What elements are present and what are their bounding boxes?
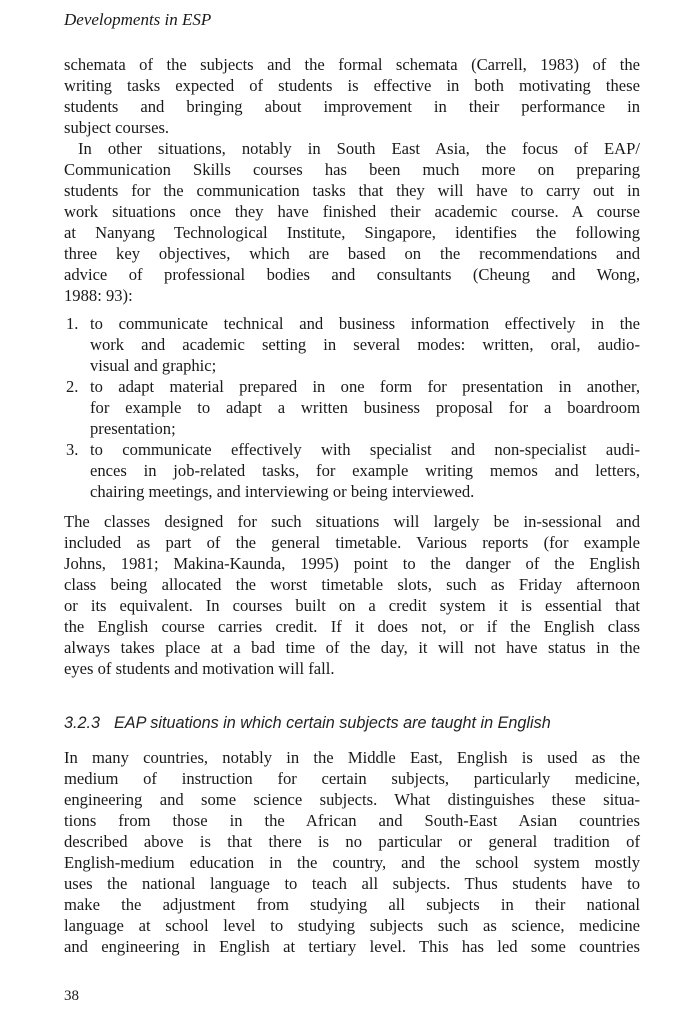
text-line: language at school level to studying subjects such as science, medicine [64, 916, 640, 935]
text-line: the English course carries credit. If it does not, or if the English class [64, 617, 640, 636]
text-line: eyes of students and motivation will fall. [64, 659, 335, 678]
text-line: work and academic setting in several modes: written, oral, audio- [90, 335, 640, 354]
section-heading [64, 714, 644, 733]
text-line: Johns, 1981; Makina-Kaunda, 1995) point to the danger of the English [64, 554, 640, 573]
text-line: presentation; [90, 419, 176, 438]
running-head: Developments in ESP [64, 10, 212, 29]
text-line: and engineering in English at tertiary level. This has led some countries [64, 937, 640, 956]
text-line: or its equivalent. In courses built on a credit system it is essential that [64, 596, 640, 615]
section-number: 3.2.3 [64, 714, 101, 732]
text-line: chairing meetings, and interviewing or being interviewed. [90, 482, 475, 501]
text-line: to adapt material prepared in one form for presentation in another, [90, 377, 640, 396]
text-line: described above is that there is no particular or general tradition of [64, 832, 640, 851]
text-line: work situations once they have finished their academic course. A course [64, 202, 640, 221]
list-number: 1. [66, 314, 79, 333]
text-line: make the adjustment from studying all subjects in their national [64, 895, 640, 914]
section-title: EAP situations in which certain subjects are taught in English [114, 714, 551, 732]
text-line: always takes place at a bad time of the day, it will not have status in the [64, 638, 640, 657]
list-number: 3. [66, 440, 79, 459]
text-line: advice of professional bodies and consultants (Cheung and Wong, [64, 265, 640, 284]
text-line: at Nanyang Technological Institute, Singapore, identifies the following [64, 223, 640, 242]
text-line: students and bringing about improvement in their performance in [64, 97, 640, 116]
text-line: The classes designed for such situations will largely be in-sessional and [64, 512, 640, 531]
text-line: Communication Skills courses has been much more on preparing [64, 160, 640, 179]
text-line: English-medium education in the country, and the school system mostly [64, 853, 640, 872]
text-line: three key objectives, which are based on the recommendations and [64, 244, 640, 263]
text-line: visual and graphic; [90, 356, 217, 375]
text-line: tions from those in the African and South-East Asian countries [64, 811, 640, 830]
text-line: writing tasks expected of students is effective in both motivating these [64, 76, 640, 95]
text-line: to communicate effectively with specialist and non-specialist audi- [90, 440, 640, 459]
page-number: 38 [64, 988, 79, 1004]
text-line: 1988: 93): [64, 286, 133, 305]
text-line: for example to adapt a written business proposal for a boardroom [90, 398, 640, 417]
text-line: to communicate technical and business information effectively in the [90, 314, 640, 333]
text-line: ences in job-related tasks, for example writing memos and letters, [90, 461, 640, 480]
text-line: medium of instruction for certain subjects, particularly medicine, [64, 769, 640, 788]
text-line: schemata of the subjects and the formal schemata (Carrell, 1983) of the [64, 55, 640, 74]
text-line: In many countries, notably in the Middle East, English is used as the [64, 748, 640, 767]
text-line: students for the communication tasks that they will have to carry out in [64, 181, 640, 200]
text-line: engineering and some science subjects. What distinguishes these situa- [64, 790, 640, 809]
list-number: 2. [66, 377, 79, 396]
text-line: class being allocated the worst timetable slots, such as Friday afternoon [64, 575, 640, 594]
text-line: uses the national language to teach all subjects. Thus students have to [64, 874, 640, 893]
text-line: subject courses. [64, 118, 170, 137]
text-line: included as part of the general timetable. Various reports (for example [64, 533, 640, 552]
text-line: In other situations, notably in South East Asia, the focus of EAP/ [78, 139, 640, 158]
